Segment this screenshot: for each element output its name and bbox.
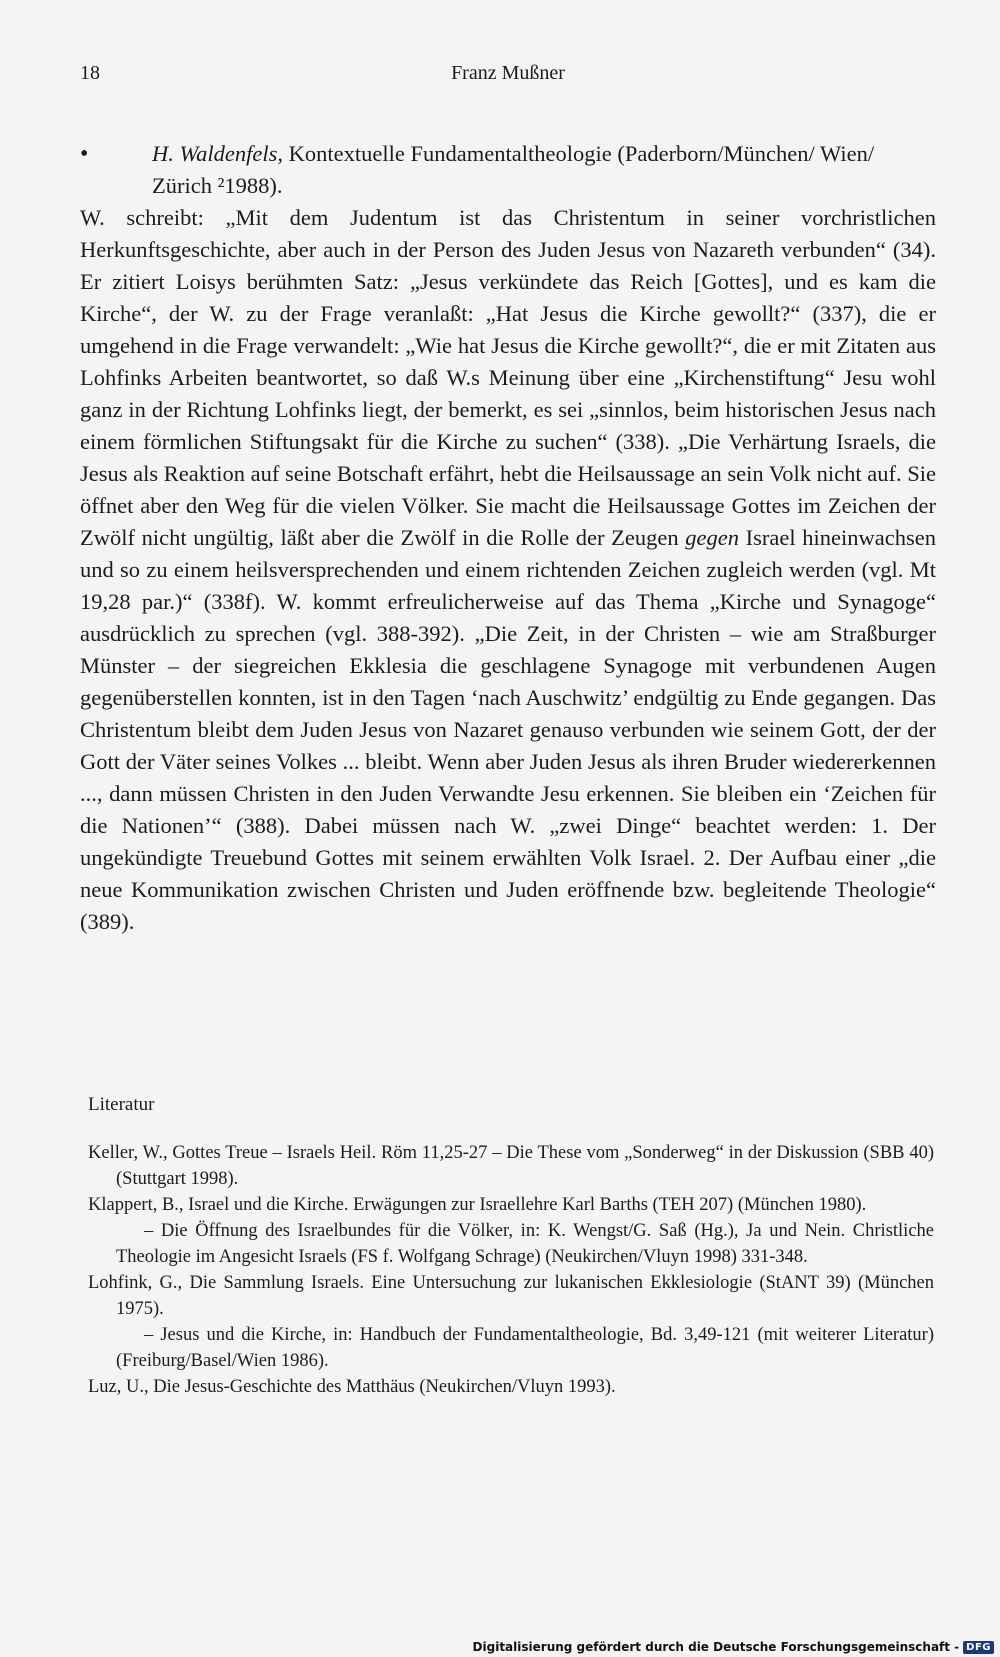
entry-author: H. Waldenfels, — [152, 141, 284, 166]
running-head: Franz Mußner — [451, 62, 565, 84]
footer-text: Digitalisierung gefördert durch die Deutsche Forschungsgemeinschaft - — [472, 1640, 960, 1654]
bibliography-item: – Jesus und die Kirche, in: Handbuch der Fundamentaltheologie, Bd. 3,49-121 (mit weiterer Literatur) (Freiburg/Basel/Wien 1986). — [116, 1325, 934, 1371]
page-header — [80, 62, 936, 92]
bibliography-list — [88, 1140, 934, 1400]
bibliography-item: Luz, U., Die Jesus-Geschichte des Matthäus (Neukirchen/Vluyn 1993). — [88, 1377, 616, 1397]
digitization-footer — [473, 1637, 994, 1657]
body-text-part2: Israel hineinwachsen und so zu einem heilsversprechenden und einem richtenden Zeichen zugleich werden (vgl. Mt 19,28 par.)“ (338f). W. kommt erfreulicherweise auf das Thema „Kirche und Synagoge“ ausdrücklich zu sprechen (vgl. 388-392). „Die Zeit, in der Christen – wie am Straßburger Münster – der siegreichen Ekklesia die geschlagene Synagoge mit verbundenen Augen gegenüberstellen konnten, ist in den Tagen ‘nach Auschwitz’ endgültig zu Ende gegangen. Das Christentum bleibt dem Juden Jesus von Nazaret genauso verbunden wie seinem Gott, der der Gott der Väter seines Volkes ... bleibt. Wenn aber Juden Jesus als ihren Bruder wiedererkennen ..., dann müssen Christen in den Juden Verwandte Jesu erkennen. Sie bleiben ein ‘Zeichen für die Nationen’“ (388). Dabei müssen nach W. „zwei Dinge“ beachtet werden: 1. Der ungekündigte Treuebund Gottes mit seinem erwählten Volk Israel. 2. Der Aufbau einer „die neue Kommunikation zwischen Christen und Juden eröffnende bzw. begleitende Theologie“ (389). — [80, 525, 937, 934]
bibliography-item: Lohfink, G., Die Sammlung Israels. Eine Untersuchung zur lukanischen Ekklesiologie (StANT 39) (München 1975). — [88, 1273, 934, 1319]
bibliography-item: – Die Öffnung des Israelbundes für die Völker, in: K. Wengst/G. Saß (Hg.), Ja und Nein. Christliche Theologie im Angesicht Israels (FS f. Wolfgang Schrage) (Neukirchen/Vluyn 1998) 331-348. — [116, 1221, 934, 1267]
bullet-icon: • — [80, 141, 89, 167]
literatur-heading: Literatur — [88, 1094, 155, 1115]
body-text-part1: W. schreibt: „Mit dem Judentum ist das Christentum in seiner vorchristlichen Herkunftsgeschichte, aber auch in der Person des Juden Jesus von Nazareth verbunden“ (34). Er zitiert Loisys berühmten Satz: „Jesus verkündete das Reich [Gottes], und es kam die Kirche“, der W. zu der Frage veranlaßt: „Hat Jesus die Kirche gewollt?“ (337), die er umgehend in die Frage verwandelt: „Wie hat Jesus die Kirche gewollt?“, die er mit Zitaten aus Lohfinks Arbeiten beantwortet, so daß W.s Meinung über eine „Kirchenstiftung“ Jesu wohl ganz in der Richtung Lohfinks liegt, der bemerkt, es sei „sinnlos, beim historischen Jesus nach einem förmlichen Stiftungsakt für die Kirche zu suchen“ (338). „Die Verhärtung Israels, die Jesus als Reaktion auf seine Botschaft erfährt, hebt die Heilsaussage an sein Volk nicht auf. Sie öffnet aber den Weg für die vielen Völker. Sie macht die Heilsaussage Gottes im Zeichen der Zwölf nicht ungültig, läßt aber die Zwölf in die Rolle der Zeugen — [80, 205, 936, 550]
body-text-italic: gegen — [685, 525, 740, 550]
dfg-logo-icon: DFG — [963, 1641, 994, 1654]
review-entry — [80, 138, 936, 938]
entry-body — [80, 202, 936, 938]
page-number: 18 — [80, 62, 100, 84]
bibliography-item: Klappert, B., Israel und die Kirche. Erwägungen zur Israellehre Karl Barths (TEH 207) (München 1980). — [88, 1195, 867, 1215]
bibliography-item: Keller, W., Gottes Treue – Israels Heil. Röm 11,25-27 – Die These vom „Sonderweg“ in der Diskussion (SBB 40) (Stuttgart 1998). — [88, 1143, 934, 1189]
entry-title: Kontextuelle Fundamentaltheologie (Paderborn/München/ Wien/ Zürich ²1988). — [152, 141, 875, 198]
entry-citation — [80, 138, 936, 202]
